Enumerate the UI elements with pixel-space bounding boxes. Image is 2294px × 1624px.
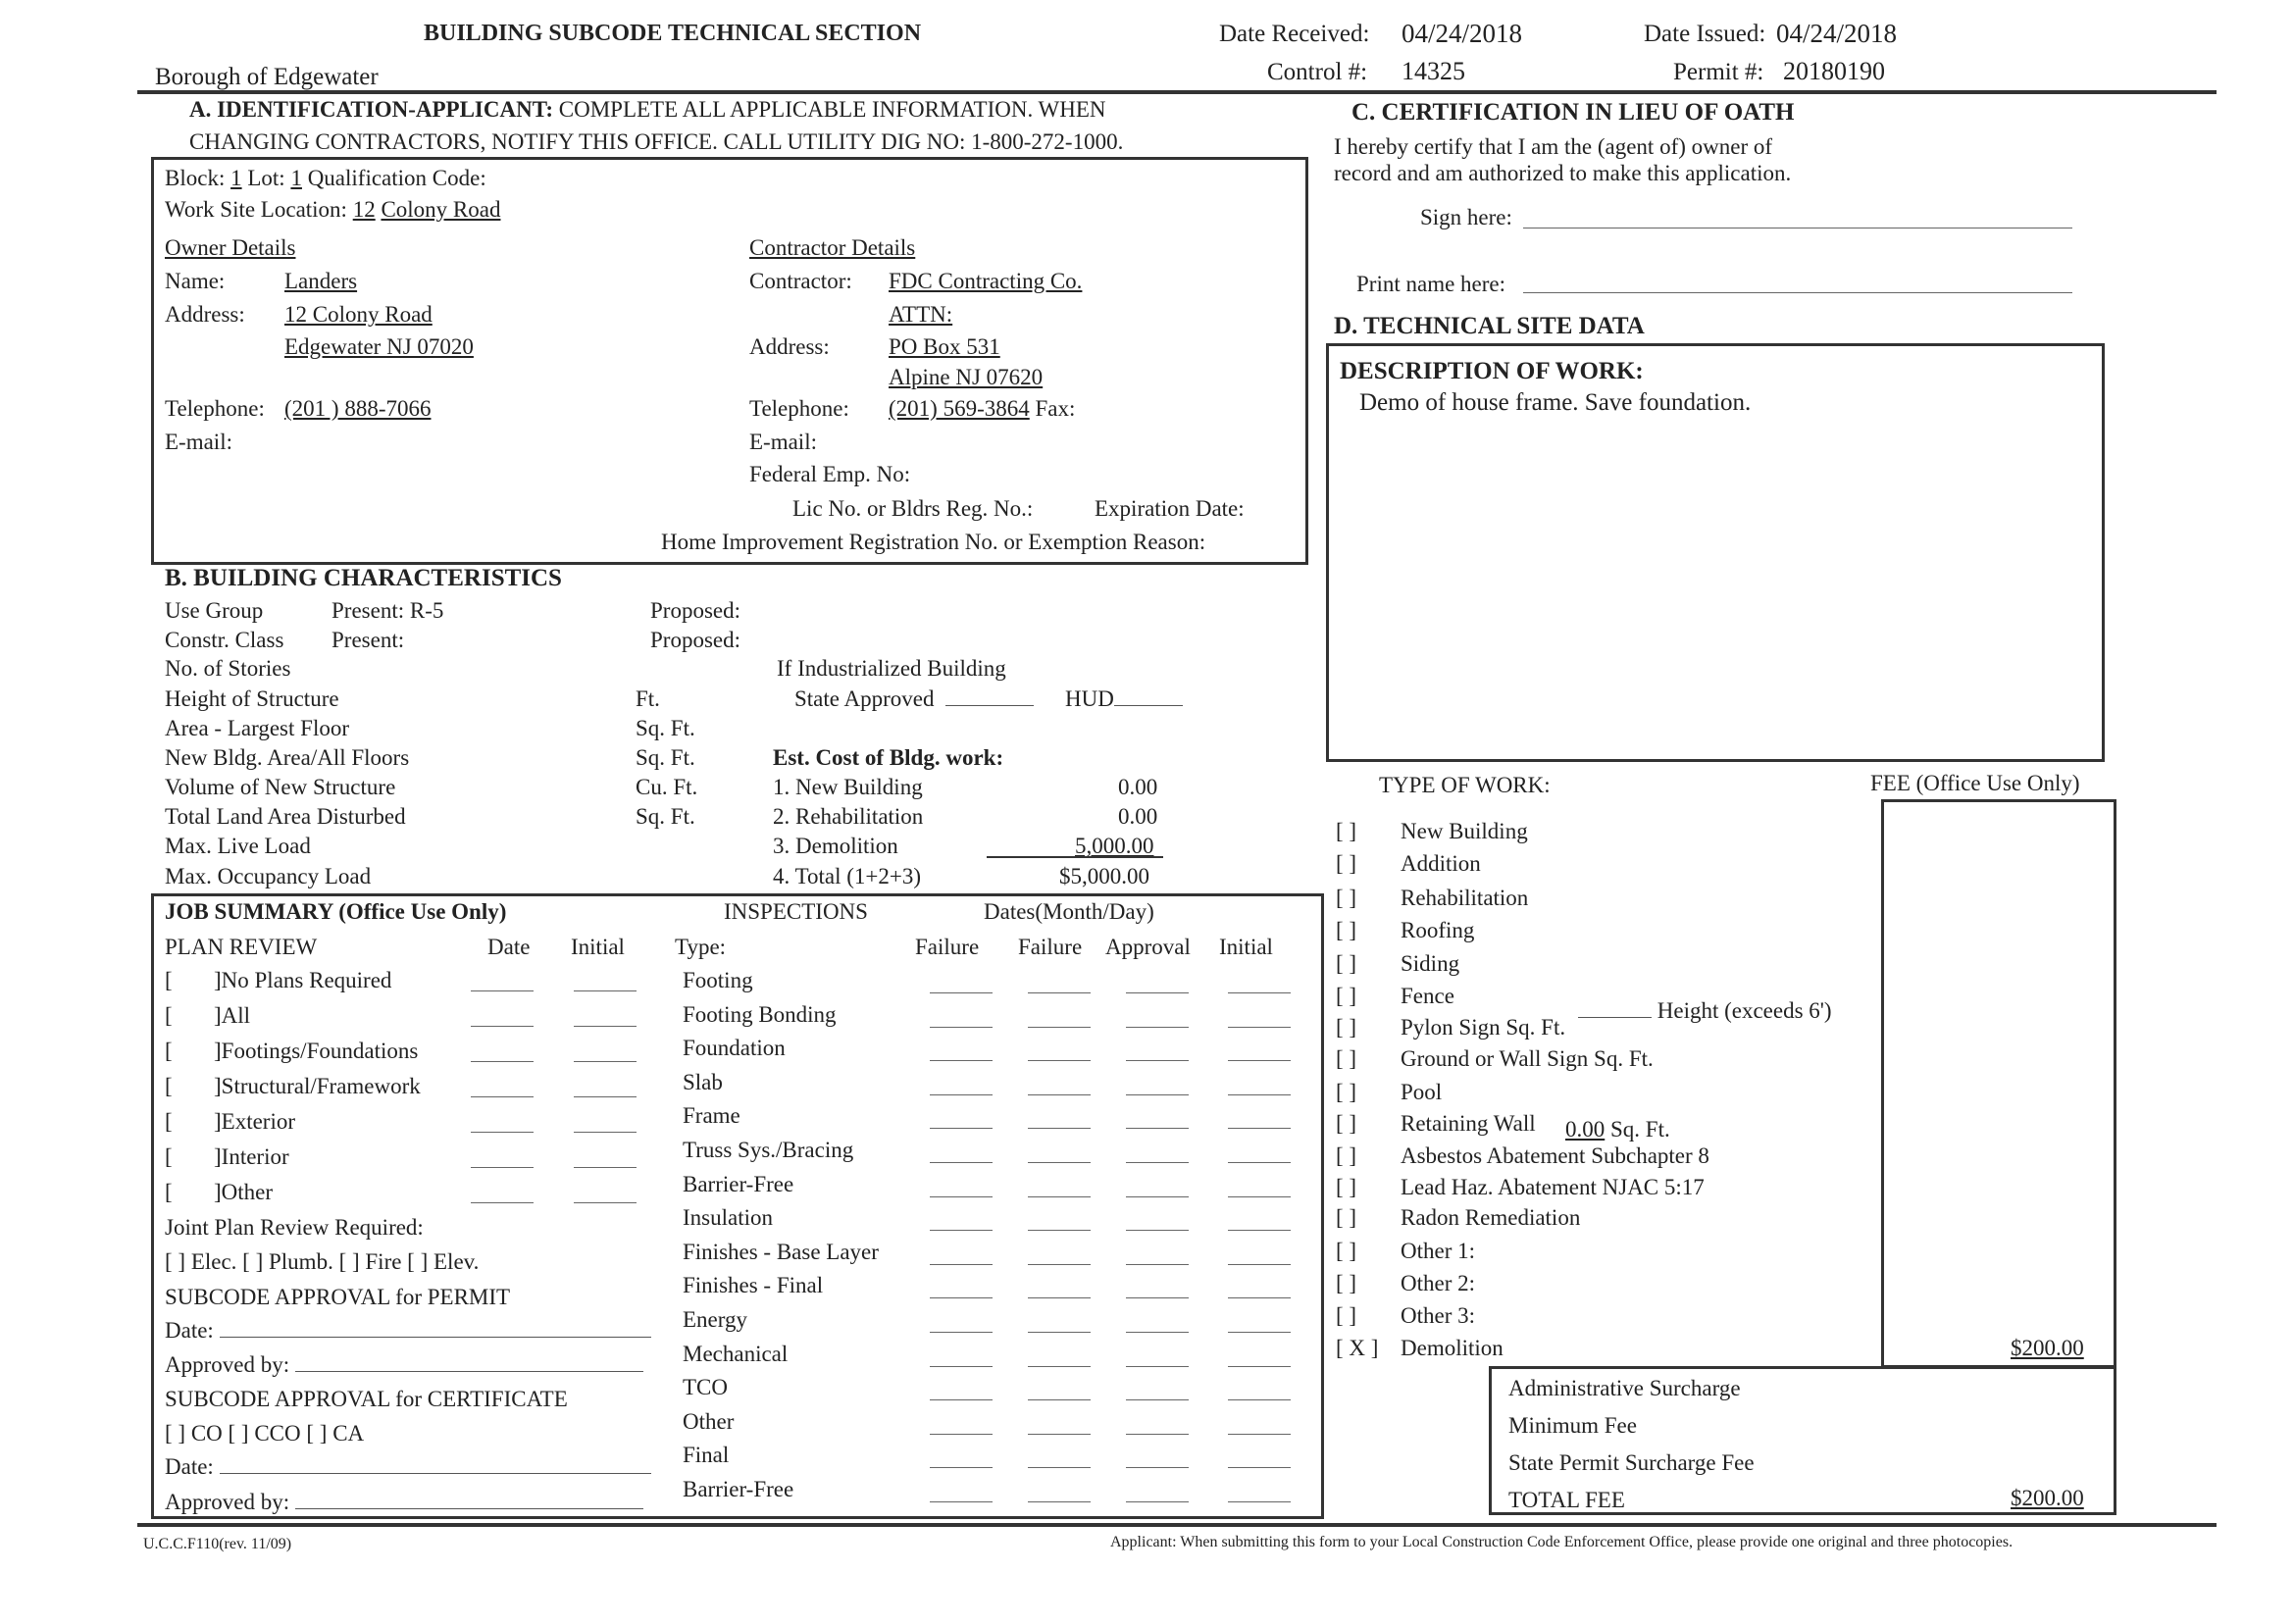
header-rule: [137, 90, 2217, 94]
inspection-date-field[interactable]: [930, 1434, 993, 1435]
work-type-label: Roofing: [1401, 918, 1475, 942]
date-received-value: 04/24/2018: [1402, 19, 1523, 48]
work-type-checkbox[interactable]: [ ]: [1336, 1205, 1357, 1230]
inspection-date-field[interactable]: [1126, 1162, 1189, 1163]
plan-review-item: ]Exterior: [214, 1109, 296, 1134]
plan-review-date-field[interactable]: [471, 1026, 534, 1027]
owner-address2: Edgewater NJ 07020: [284, 334, 474, 359]
work-type-checkbox[interactable]: [ ]: [1336, 1303, 1357, 1328]
description-label: DESCRIPTION OF WORK:: [1340, 358, 1644, 384]
date-issued-value: 04/24/2018: [1776, 19, 1898, 48]
minimum-fee-label: Minimum Fee: [1508, 1413, 1637, 1438]
subcode-cert-heading: SUBCODE APPROVAL for CERTIFICATE: [165, 1387, 568, 1411]
work-type-label: Other 3:: [1401, 1303, 1476, 1328]
inspection-date-field[interactable]: [1028, 1128, 1091, 1129]
inspection-date-field[interactable]: [1028, 1196, 1091, 1197]
inspection-date-field[interactable]: [930, 1467, 993, 1468]
inspection-type-header: Type:: [675, 935, 727, 959]
unit-ft: Ft.: [636, 686, 660, 711]
total-fee-value: $200.00: [2011, 1486, 2084, 1510]
contractor-phone-label: Telephone:: [749, 396, 849, 421]
initial-header: Initial: [1219, 935, 1273, 959]
inspection-type: TCO: [683, 1375, 728, 1400]
inspection-date-field[interactable]: [1126, 1501, 1189, 1502]
unit-sqft-1: Sq. Ft.: [636, 716, 695, 740]
permit-number: 20180190: [1783, 57, 1885, 85]
inspection-date-field[interactable]: [1126, 992, 1189, 993]
inspection-type: Insulation: [683, 1205, 773, 1231]
inspection-date-field[interactable]: [1028, 1264, 1091, 1265]
cost-total-value: $5,000.00: [1059, 864, 1149, 888]
contractor-email-label: E-mail:: [749, 430, 817, 454]
contractor-details-heading: Contractor Details: [749, 235, 916, 260]
plan-review-date-field[interactable]: [471, 1167, 534, 1168]
work-type-label: Rehabilitation: [1401, 886, 1529, 910]
cost-new-building-value: 0.00: [1118, 775, 1158, 799]
unit-cuft: Cu. Ft.: [636, 775, 698, 799]
inspection-date-field[interactable]: [1028, 1332, 1091, 1333]
use-group-proposed: Proposed:: [650, 598, 740, 623]
license-label: Lic No. or Bldrs Reg. No.:: [792, 496, 1034, 521]
plan-review-date-field[interactable]: [471, 1132, 534, 1133]
plan-review-bracket[interactable]: [: [165, 1039, 173, 1063]
expiration-label: Expiration Date:: [1095, 496, 1245, 521]
inspection-date-field[interactable]: [1228, 1501, 1291, 1502]
plan-review-date-field[interactable]: [471, 990, 534, 991]
inspection-date-field[interactable]: [1126, 1264, 1189, 1265]
plan-review-date-field[interactable]: [471, 1096, 534, 1097]
inspection-date-field[interactable]: [1126, 1230, 1189, 1231]
plan-review-initial-field[interactable]: [574, 1202, 637, 1203]
work-type-label: Fence: [1401, 984, 1454, 1008]
admin-surcharge-label: Administrative Surcharge: [1508, 1376, 1741, 1400]
work-type-checkbox[interactable]: [ ]: [1336, 1046, 1357, 1071]
work-type-label: Addition: [1401, 851, 1481, 876]
inspection-date-field[interactable]: [1228, 992, 1291, 993]
inspection-date-field[interactable]: [1028, 1094, 1091, 1095]
owner-phone: (201 ) 888-7066: [284, 396, 432, 421]
inspection-date-field[interactable]: [930, 1297, 993, 1298]
inspection-date-field[interactable]: [1228, 1399, 1291, 1400]
section-a-instruction: CHANGING CONTRACTORS, NOTIFY THIS OFFICE. CALL UTILITY DIG NO: 1-800-272-1000.: [189, 129, 1124, 154]
work-type-checkbox[interactable]: [ ]: [1336, 984, 1357, 1008]
inspection-type: Footing Bonding: [683, 1001, 837, 1027]
inspection-type: Energy: [683, 1307, 748, 1332]
contractor-label: Contractor:: [749, 269, 852, 293]
demolition-fee: $200.00: [2011, 1336, 2084, 1360]
description-text: Demo of house frame. Save foundation.: [1359, 389, 1752, 416]
inspection-date-field[interactable]: [1228, 1366, 1291, 1367]
inspection-type: Slab: [683, 1069, 723, 1094]
inspection-date-field[interactable]: [930, 1399, 993, 1400]
subcode-permit-heading: SUBCODE APPROVAL for PERMIT: [165, 1285, 511, 1309]
section-c-heading: C. CERTIFICATION IN LIEU OF OATH: [1351, 99, 1795, 126]
inspection-date-field[interactable]: [1228, 1230, 1291, 1231]
contractor-address-label: Address:: [749, 334, 830, 359]
approval-header: Approval: [1105, 935, 1191, 959]
inspection-type: Final: [683, 1443, 730, 1468]
inspection-date-field[interactable]: [1126, 1060, 1189, 1061]
height-label: Height of Structure: [165, 686, 339, 711]
cost-rehab-label: 2. Rehabilitation: [773, 804, 924, 829]
contractor-attn: ATTN:: [889, 302, 953, 327]
plan-review-heading: PLAN REVIEW: [165, 935, 318, 959]
form-title: BUILDING SUBCODE TECHNICAL SECTION: [424, 21, 922, 46]
inspection-date-field[interactable]: [1028, 1230, 1091, 1231]
date-issued-label: Date Issued:: [1644, 21, 1766, 47]
work-type-checkbox[interactable]: [ ]: [1336, 1015, 1357, 1040]
inspection-date-field[interactable]: [930, 1501, 993, 1502]
dates-header: Dates(Month/Day): [984, 899, 1154, 924]
inspection-date-field[interactable]: [1228, 1094, 1291, 1095]
work-type-checkbox[interactable]: [ ]: [1336, 1080, 1357, 1104]
inspection-type: Footing: [683, 968, 753, 992]
inspection-date-field[interactable]: [1228, 1060, 1291, 1061]
work-type-label: Demolition: [1401, 1336, 1504, 1360]
section-a-heading: A. IDENTIFICATION-APPLICANT: COMPLETE ALL APPLICABLE INFORMATION. WHEN: [189, 97, 1106, 122]
owner-address-label: Address:: [165, 302, 245, 327]
inspection-date-field[interactable]: [930, 1264, 993, 1265]
block-lot-line: Block: 1 Lot: 1 Qualification Code:: [165, 166, 486, 190]
inspection-date-field[interactable]: [1228, 1434, 1291, 1435]
cert-approved-line: Approved by:: [165, 1491, 643, 1513]
inspection-date-field[interactable]: [1228, 1332, 1291, 1333]
cost-demolition-label: 3. Demolition: [773, 834, 898, 858]
inspection-date-field[interactable]: [1228, 1027, 1291, 1028]
inspection-date-field[interactable]: [1126, 1128, 1189, 1129]
inspection-date-field[interactable]: [930, 1027, 993, 1028]
unit-sqft-3: Sq. Ft.: [636, 804, 695, 829]
inspection-date-field[interactable]: [1028, 1366, 1091, 1367]
plan-review-bracket[interactable]: [: [165, 1109, 173, 1134]
inspection-date-field[interactable]: [1028, 1027, 1091, 1028]
owner-address1: 12 Colony Road: [284, 302, 433, 327]
inspection-date-field[interactable]: [1126, 1467, 1189, 1468]
work-type-label: Retaining Wall: [1401, 1111, 1536, 1136]
work-type-checkbox[interactable]: [ ]: [1336, 1271, 1357, 1295]
job-summary-heading: JOB SUMMARY (Office Use Only): [165, 899, 507, 924]
constr-class-present: Present:: [331, 628, 405, 652]
work-type-label: Radon Remediation: [1401, 1205, 1581, 1230]
est-cost-heading: Est. Cost of Bldg. work:: [773, 745, 1004, 770]
owner-details-heading: Owner Details: [165, 235, 296, 260]
plan-review-initial-field[interactable]: [574, 990, 637, 991]
contractor-phone-line: (201) 569-3864 Fax:: [889, 396, 1076, 421]
inspection-date-field[interactable]: [1126, 1366, 1189, 1367]
inspection-date-field[interactable]: [1028, 1162, 1091, 1163]
inspection-type: Frame: [683, 1103, 740, 1129]
plan-review-bracket[interactable]: [: [165, 1003, 173, 1028]
plan-review-item: ]No Plans Required: [214, 968, 392, 992]
inspection-date-field[interactable]: [1028, 992, 1091, 993]
plan-review-date-field[interactable]: [471, 1202, 534, 1203]
print-name-field[interactable]: [1523, 292, 2072, 293]
plan-review-item: ]Other: [214, 1180, 274, 1204]
inspection-type: Mechanical: [683, 1341, 789, 1366]
plan-initial-header: Initial: [571, 935, 625, 959]
inspection-date-field[interactable]: [1028, 1399, 1091, 1400]
work-type-checkbox[interactable]: [ ]: [1336, 918, 1357, 942]
inspection-date-field[interactable]: [1126, 1297, 1189, 1298]
plan-review-initial-field[interactable]: [574, 1167, 637, 1168]
cost-new-building-label: 1. New Building: [773, 775, 923, 799]
work-site-line: Work Site Location: 12 Colony Road: [165, 197, 501, 222]
retaining-wall-value: 0.00 Sq. Ft.: [1565, 1117, 1670, 1142]
inspection-date-field[interactable]: [930, 1128, 993, 1129]
industrialized-label: If Industrialized Building: [777, 656, 1006, 681]
use-group-present: Present: R-5: [331, 598, 444, 623]
unit-sqft-2: Sq. Ft.: [636, 745, 695, 770]
plan-review-initial-field[interactable]: [574, 1026, 637, 1027]
owner-name-label: Name:: [165, 269, 226, 293]
inspection-date-field[interactable]: [1228, 1128, 1291, 1129]
permit-approved-line: Approved by:: [165, 1353, 643, 1376]
cert-items: [ ] CO [ ] CCO [ ] CA: [165, 1421, 365, 1446]
footer-note: Applicant: When submitting this form to your Local Construction Code Enforcement Office, please provide one original and three photocopies.: [1110, 1534, 2014, 1550]
work-type-label: Other 1:: [1401, 1239, 1476, 1263]
federal-emp-label: Federal Emp. No:: [749, 462, 911, 486]
inspection-date-field[interactable]: [1228, 1264, 1291, 1265]
inspection-type: Barrier-Free: [683, 1477, 794, 1501]
inspection-date-field[interactable]: [1228, 1196, 1291, 1197]
inspection-date-field[interactable]: [930, 1094, 993, 1095]
joint-review-label: Joint Plan Review Required:: [165, 1215, 424, 1240]
inspection-type: Barrier-Free: [683, 1171, 794, 1196]
area-largest-label: Area - Largest Floor: [165, 716, 349, 740]
inspection-date-field[interactable]: [1126, 1399, 1189, 1400]
plan-review-initial-field[interactable]: [574, 1132, 637, 1133]
work-type-checkbox[interactable]: [ ]: [1336, 851, 1357, 876]
work-type-label: Lead Haz. Abatement NJAC 5:17: [1401, 1175, 1705, 1199]
certification-text-2: record and am authorized to make this application.: [1334, 161, 1792, 185]
plan-review-bracket[interactable]: [: [165, 1180, 173, 1204]
work-type-checkbox[interactable]: [ ]: [1336, 819, 1357, 843]
print-name-label: Print name here:: [1356, 272, 1506, 296]
fence-height-line: Height (exceeds 6'): [1578, 999, 1832, 1022]
date-received-label: Date Received:: [1219, 21, 1370, 47]
form-id: U.C.C.F110(rev. 11/09): [143, 1536, 292, 1552]
joint-review-items: [ ] Elec. [ ] Plumb. [ ] Fire [ ] Elev.: [165, 1249, 480, 1274]
plan-review-item: ]Footings/Foundations: [214, 1039, 419, 1063]
plan-review-item: ]All: [214, 1003, 251, 1028]
inspection-date-field[interactable]: [1126, 1027, 1189, 1028]
cost-rehab-value: 0.00: [1118, 804, 1158, 829]
borough-name: Borough of Edgewater: [155, 64, 379, 90]
control-number: 14325: [1402, 57, 1465, 85]
work-type-label: Pool: [1401, 1080, 1443, 1104]
failure-header-1: Failure: [915, 935, 980, 959]
inspection-date-field[interactable]: [1028, 1297, 1091, 1298]
work-type-label: Asbestos Abatement Subchapter 8: [1401, 1143, 1709, 1168]
owner-email-label: E-mail:: [165, 430, 232, 454]
work-type-label: New Building: [1401, 819, 1528, 843]
contractor-name: FDC Contracting Co.: [889, 269, 1083, 293]
inspection-type: Foundation: [683, 1036, 786, 1061]
inspections-heading: INSPECTIONS: [724, 899, 868, 924]
inspection-type: Finishes - Final: [683, 1273, 824, 1298]
max-occ-label: Max. Occupancy Load: [165, 864, 372, 888]
inspection-date-field[interactable]: [1028, 1060, 1091, 1061]
inspection-date-field[interactable]: [1126, 1434, 1189, 1435]
control-label: Control #:: [1267, 59, 1368, 85]
permit-date-line: Date:: [165, 1319, 651, 1342]
max-live-label: Max. Live Load: [165, 834, 311, 858]
work-type-label: Siding: [1401, 951, 1460, 976]
new-bldg-area-label: New Bldg. Area/All Floors: [165, 745, 410, 770]
inspection-date-field[interactable]: [930, 1196, 993, 1197]
inspection-type: Finishes - Base Layer: [683, 1239, 879, 1264]
footer-rule: [137, 1523, 2217, 1527]
inspection-date-field[interactable]: [1028, 1434, 1091, 1435]
constr-class-label: Constr. Class: [165, 628, 284, 652]
inspection-date-field[interactable]: [1126, 1094, 1189, 1095]
constr-class-proposed: Proposed:: [650, 628, 740, 652]
home-improvement-label: Home Improvement Registration No. or Exemption Reason:: [661, 530, 1206, 554]
permit-label: Permit #:: [1673, 59, 1764, 85]
contractor-address1: PO Box 531: [889, 334, 1000, 359]
inspection-date-field[interactable]: [1228, 1162, 1291, 1163]
section-b-heading: B. BUILDING CHARACTERISTICS: [165, 565, 562, 591]
section-d-heading: D. TECHNICAL SITE DATA: [1334, 313, 1645, 339]
sign-here-label: Sign here:: [1420, 205, 1512, 229]
inspection-date-field[interactable]: [1228, 1297, 1291, 1298]
certification-text-1: I hereby certify that I am the (agent of) owner of: [1334, 134, 1773, 159]
plan-review-bracket[interactable]: [: [165, 1074, 173, 1098]
work-type-checkbox[interactable]: [ ]: [1336, 951, 1357, 976]
plan-review-initial-field[interactable]: [574, 1096, 637, 1097]
cost-sum-rule: [987, 856, 1163, 858]
inspection-date-field[interactable]: [930, 1230, 993, 1231]
cost-total-label: 4. Total (1+2+3): [773, 864, 922, 888]
plan-review-item: ]Structural/Framework: [214, 1074, 421, 1098]
inspection-date-field[interactable]: [1028, 1501, 1091, 1502]
work-type-label: Other 2:: [1401, 1271, 1476, 1295]
work-type-checkbox[interactable]: [ ]: [1336, 1111, 1357, 1136]
total-fee-label: TOTAL FEE: [1508, 1488, 1625, 1512]
cost-demolition-value: 5,000.00: [1075, 834, 1154, 858]
work-type-checkbox[interactable]: [ X ]: [1336, 1336, 1379, 1360]
inspection-date-field[interactable]: [1126, 1332, 1189, 1333]
volume-label: Volume of New Structure: [165, 775, 396, 799]
work-type-label: Pylon Sign Sq. Ft.: [1401, 1015, 1566, 1040]
hud-line: HUD: [1065, 687, 1183, 710]
inspection-date-field[interactable]: [930, 992, 993, 993]
plan-review-bracket[interactable]: [: [165, 1144, 173, 1169]
plan-review-item: ]Interior: [214, 1144, 289, 1169]
inspection-date-field[interactable]: [1126, 1196, 1189, 1197]
owner-phone-label: Telephone:: [165, 396, 265, 421]
use-group-label: Use Group: [165, 598, 264, 623]
stories-label: No. of Stories: [165, 656, 291, 681]
fee-column-box: [1881, 799, 2116, 1368]
work-type-checkbox[interactable]: [ ]: [1336, 1239, 1357, 1263]
plan-review-bracket[interactable]: [: [165, 968, 173, 992]
fee-header: FEE (Office Use Only): [1870, 771, 2080, 795]
failure-header-2: Failure: [1018, 935, 1083, 959]
inspection-date-field[interactable]: [930, 1366, 993, 1367]
cert-date-line: Date:: [165, 1455, 651, 1478]
state-approved-line: State Approved: [794, 687, 1034, 710]
plan-review-date-field[interactable]: [471, 1061, 534, 1062]
plan-date-header: Date: [487, 935, 531, 959]
inspection-date-field[interactable]: [1028, 1467, 1091, 1468]
work-type-label: Ground or Wall Sign Sq. Ft.: [1401, 1046, 1654, 1071]
inspection-date-field[interactable]: [930, 1162, 993, 1163]
inspection-type: Truss Sys./Bracing: [683, 1138, 854, 1162]
work-type-checkbox[interactable]: [ ]: [1336, 886, 1357, 910]
contractor-address2: Alpine NJ 07620: [889, 365, 1044, 389]
inspection-type: Other: [683, 1408, 735, 1434]
land-area-label: Total Land Area Disturbed: [165, 804, 406, 829]
work-type-checkbox[interactable]: [ ]: [1336, 1143, 1357, 1168]
type-of-work-heading: TYPE OF WORK:: [1379, 773, 1551, 797]
inspection-date-field[interactable]: [1228, 1467, 1291, 1468]
inspection-date-field[interactable]: [930, 1060, 993, 1061]
plan-review-initial-field[interactable]: [574, 1061, 637, 1062]
owner-name: Landers: [284, 269, 358, 293]
state-surcharge-label: State Permit Surcharge Fee: [1508, 1450, 1755, 1475]
inspection-date-field[interactable]: [930, 1332, 993, 1333]
work-type-checkbox[interactable]: [ ]: [1336, 1175, 1357, 1199]
